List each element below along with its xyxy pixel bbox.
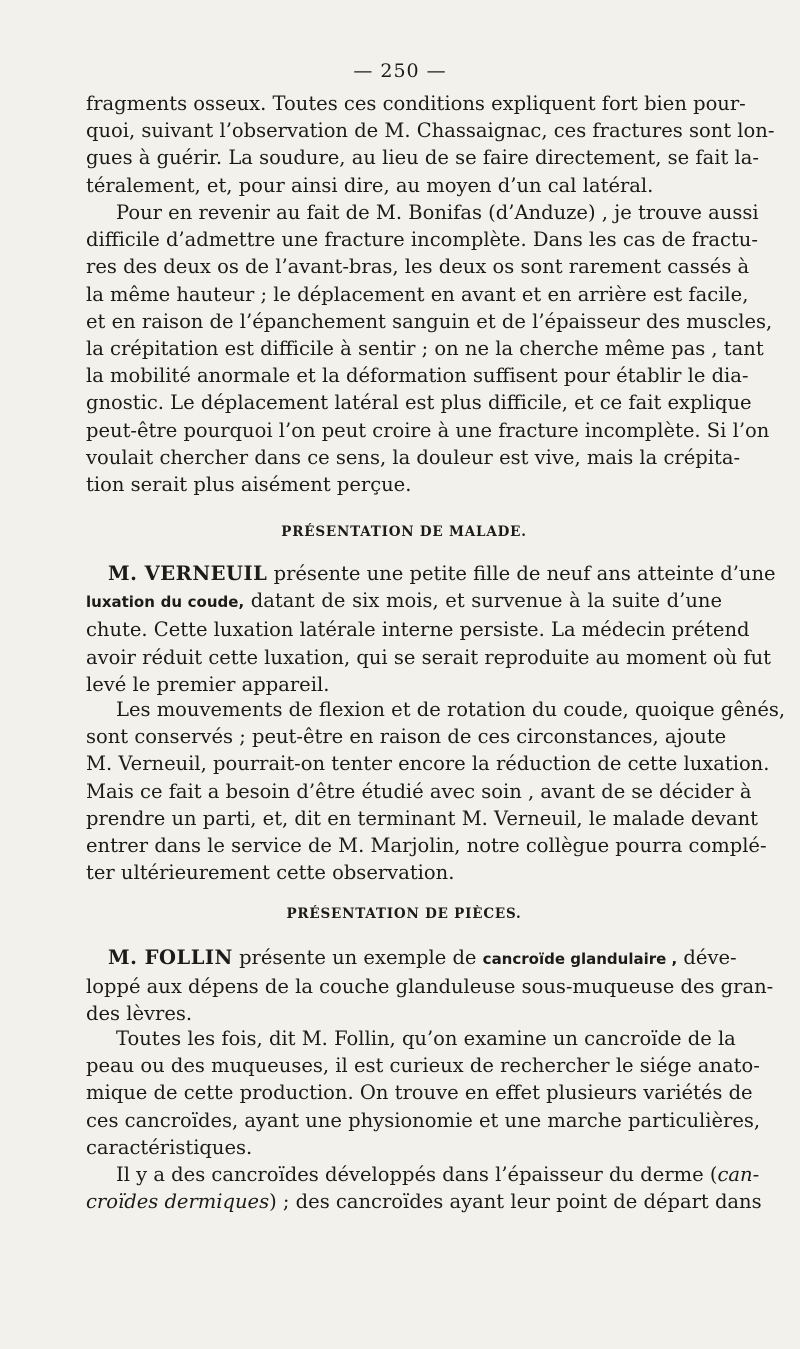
- text-line: ces cancroïdes, ayant une physionomie et une marche particulières,: [86, 1108, 761, 1132]
- author-name: M. VERNEUIL: [108, 562, 268, 585]
- text-run: Il y a des cancroïdes développés dans l’épaisseur du derme (: [116, 1163, 718, 1186]
- paragraph-verneuil: [86, 560, 776, 698]
- paragraph-derme: [86, 1161, 762, 1215]
- text-line: res des deux os de l’avant-bras, les deux os sont rarement cassés à: [86, 255, 750, 279]
- text-line: fragments osseux. Toutes ces conditions expliquent fort bien pour-: [86, 92, 746, 115]
- text-line: des lèvres.: [86, 1002, 193, 1026]
- page-number: — 250 —: [353, 60, 447, 82]
- text-line: gnostic. Le déplacement latéral est plus difficile, et ce fait explique: [86, 391, 752, 415]
- text-line: loppé aux dépens de la couche glanduleuse sous-muqueuse des gran-: [86, 975, 774, 999]
- bold-term: cancroïde glandulaire ,: [482, 950, 678, 968]
- text-run: datant de six mois, et survenue à la suite d’une: [244, 589, 722, 613]
- text-line: avoir réduit cette luxation, qui se serait reproduite au moment où fut: [86, 645, 771, 669]
- text-line: Toutes les fois, dit M. Follin, qu’on examine un cancroïde de la: [116, 1027, 736, 1050]
- text-line: quoi, suivant l’observation de M. Chassaignac, ces fractures sont lon-: [86, 119, 775, 143]
- section-heading-malade: PRÉSENTATION DE MALADE.: [281, 524, 527, 540]
- text-line: peau ou des muqueuses, il est curieux de rechercher le siége anato-: [86, 1054, 760, 1078]
- paragraph-follin: [86, 944, 774, 1028]
- text-line: la crépitation est difficile à sentir ; on ne la cherche même pas , tant: [86, 337, 764, 361]
- text-line: ter ultérieurement cette observation.: [86, 861, 455, 885]
- text-line: peut-être pourquoi l’on peut croire à une fracture incomplète. Si l’on: [86, 418, 770, 442]
- text-line: [86, 1188, 762, 1215]
- text-run: présente un exemple de: [232, 946, 483, 969]
- text-line: Mais ce fait a besoin d’être étudié avec soin , avant de se décider à: [86, 779, 752, 803]
- paragraph-fragments: [86, 90, 775, 199]
- italic-term: can-: [717, 1163, 760, 1186]
- text-line: mique de cette production. On trouve en effet plusieurs variétés de: [86, 1081, 753, 1105]
- text-line: chute. Cette luxation latérale interne persiste. La médecin prétend: [86, 618, 750, 642]
- text-line: et en raison de l’épanchement sanguin et de l’épaisseur des muscles,: [86, 309, 773, 333]
- text-run: présente une petite fille de neuf ans atteinte d’une: [267, 562, 776, 585]
- text-line: la mobilité anormale et la déformation suffisent pour établir le dia-: [86, 364, 749, 388]
- text-run: ) ; des cancroïdes ayant leur point de départ dans: [269, 1190, 762, 1214]
- text-line: téralement, et, pour ainsi dire, au moyen d’un cal latéral.: [86, 173, 654, 197]
- text-line: levé le premier appareil.: [86, 672, 330, 696]
- text-line: [86, 560, 776, 587]
- author-name: M. FOLLIN: [108, 946, 233, 969]
- italic-term: croïdes dermiques: [86, 1190, 270, 1214]
- text-line: Les mouvements de flexion et de rotation du coude, quoique gênés,: [116, 698, 786, 721]
- text-line: prendre un parti, et, dit en terminant M. Verneuil, le malade devant: [86, 806, 758, 830]
- text-line: [86, 944, 737, 973]
- text-line: caractéristiques.: [86, 1135, 253, 1159]
- paragraph-bonifas: [86, 199, 773, 498]
- bold-term: luxation du coude,: [86, 593, 245, 612]
- text-line: voulait chercher dans ce sens, la douleur est vive, mais la crépita-: [86, 445, 741, 469]
- paragraph-mouvements: [86, 696, 786, 886]
- text-run: déve-: [677, 946, 737, 969]
- text-line: sont conservés ; peut-être en raison de ces circonstances, ajoute: [86, 725, 727, 749]
- text-line: [86, 1161, 760, 1188]
- text-line: M. Verneuil, pourrait-on tenter encore la réduction de cette luxation.: [86, 752, 770, 776]
- section-heading-pieces: PRÉSENTATION DE PIÈCES.: [286, 906, 522, 922]
- text-line: tion serait plus aisément perçue.: [86, 473, 412, 497]
- text-line: la même hauteur ; le déplacement en avant et en arrière est facile,: [86, 282, 749, 306]
- text-line: entrer dans le service de M. Marjolin, notre collègue pourra complé-: [86, 834, 767, 858]
- paragraph-cancroide: [86, 1025, 761, 1161]
- text-line: gues à guérir. La soudure, au lieu de se faire directement, se fait la-: [86, 146, 759, 170]
- text-line: [86, 587, 722, 616]
- text-line: difficile d’admettre une fracture incomplète. Dans les cas de fractu-: [86, 228, 758, 252]
- text-line: Pour en revenir au fait de M. Bonifas (d’Anduze) , je trouve aussi: [116, 201, 759, 224]
